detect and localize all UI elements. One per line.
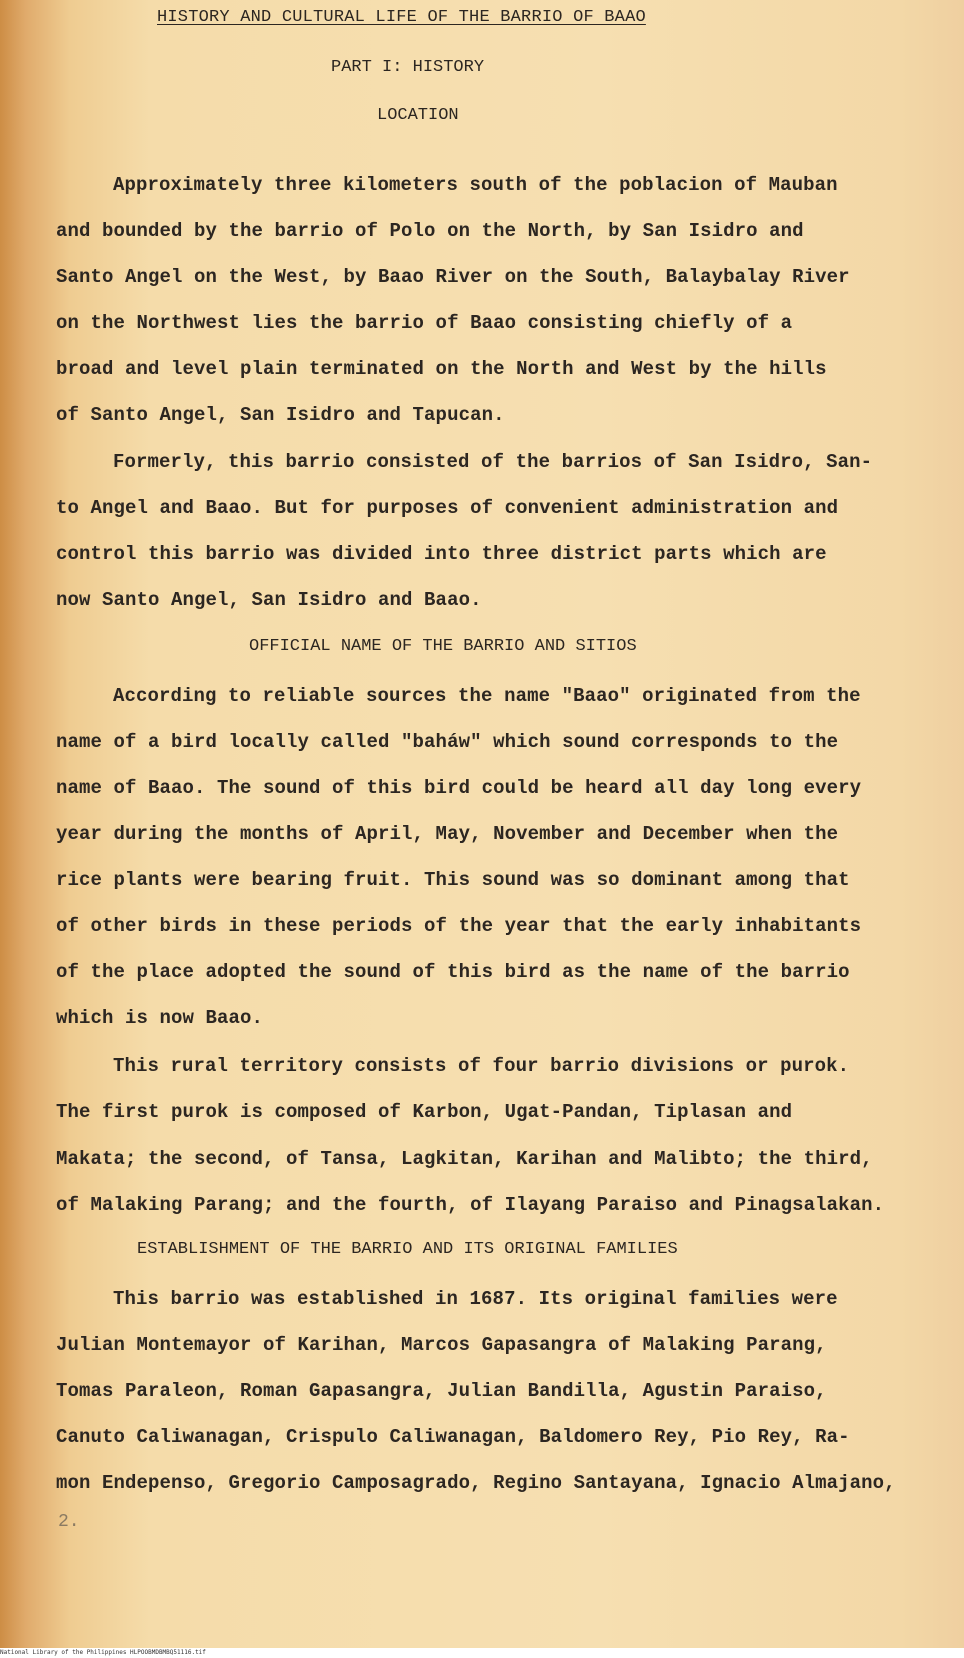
paragraph-line: year during the months of April, May, November and December when the	[56, 823, 839, 845]
paragraph-line: name of a bird locally called "baháw" which sound corresponds to the	[56, 731, 839, 753]
official-name-heading: OFFICIAL NAME OF THE BARRIO AND SITIOS	[249, 637, 637, 656]
paragraph-line: Tomas Paraleon, Roman Gapasangra, Julian Bandilla, Agustin Paraiso,	[56, 1380, 827, 1402]
paragraph-line: Approximately three kilometers south of the poblacion of Mauban	[113, 174, 838, 196]
establishment-heading: ESTABLISHMENT OF THE BARRIO AND ITS ORIGINAL FAMILIES	[137, 1240, 678, 1259]
paragraph-line: now Santo Angel, San Isidro and Baao.	[56, 589, 482, 611]
paragraph-line: Formerly, this barrio consisted of the barrios of San Isidro, San-	[113, 451, 873, 473]
page-number-mark: 2.	[58, 1512, 80, 1532]
paragraph-line: Santo Angel on the West, by Baao River on the South, Balaybalay River	[56, 266, 850, 288]
paragraph-line: which is now Baao.	[56, 1007, 264, 1029]
paragraph-line: of Malaking Parang; and the fourth, of Ilayang Paraiso and Pinagsalakan.	[56, 1194, 885, 1216]
paragraph-line: control this barrio was divided into three district parts which are	[56, 543, 827, 565]
paragraph-line: on the Northwest lies the barrio of Baao consisting chiefly of a	[56, 312, 793, 334]
paragraph-line: Julian Montemayor of Karihan, Marcos Gapasangra of Malaking Parang,	[56, 1334, 827, 1356]
part-heading: PART I: HISTORY	[331, 58, 485, 77]
paragraph-line: This rural territory consists of four barrio divisions or purok.	[113, 1055, 850, 1077]
paragraph-line: name of Baao. The sound of this bird could be heard all day long every	[56, 777, 862, 799]
paragraph-line: of the place adopted the sound of this bird as the name of the barrio	[56, 961, 850, 983]
paragraph-line: Makata; the second, of Tansa, Lagkitan, Karihan and Malibto; the third,	[56, 1148, 873, 1170]
archive-footer: National Library of the Philippines HLPOOBMDBMBQ51116.tif	[0, 1648, 964, 1658]
paragraph-line: According to reliable sources the name "Baao" originated from the	[113, 685, 861, 707]
paragraph-line: and bounded by the barrio of Polo on the North, by San Isidro and	[56, 220, 804, 242]
paragraph-line: Canuto Caliwanagan, Crispulo Caliwanagan, Baldomero Rey, Pio Rey, Ra-	[56, 1426, 850, 1448]
paragraph-line: rice plants were bearing fruit. This sound was so dominant among that	[56, 869, 850, 891]
document-title: HISTORY AND CULTURAL LIFE OF THE BARRIO OF BAAO	[157, 8, 646, 27]
paragraph-line: The first purok is composed of Karbon, Ugat-Pandan, Tiplasan and	[56, 1101, 793, 1123]
paragraph-line: broad and level plain terminated on the North and West by the hills	[56, 358, 827, 380]
paragraph-line: of Santo Angel, San Isidro and Tapucan.	[56, 404, 505, 426]
location-heading: LOCATION	[377, 106, 459, 125]
paragraph-line: This barrio was established in 1687. Its original families were	[113, 1288, 838, 1310]
paragraph-line: of other birds in these periods of the year that the early inhabitants	[56, 915, 862, 937]
paragraph-line: mon Endepenso, Gregorio Camposagrado, Regino Santayana, Ignacio Almajano,	[56, 1472, 896, 1494]
paragraph-line: to Angel and Baao. But for purposes of convenient administration and	[56, 497, 839, 519]
